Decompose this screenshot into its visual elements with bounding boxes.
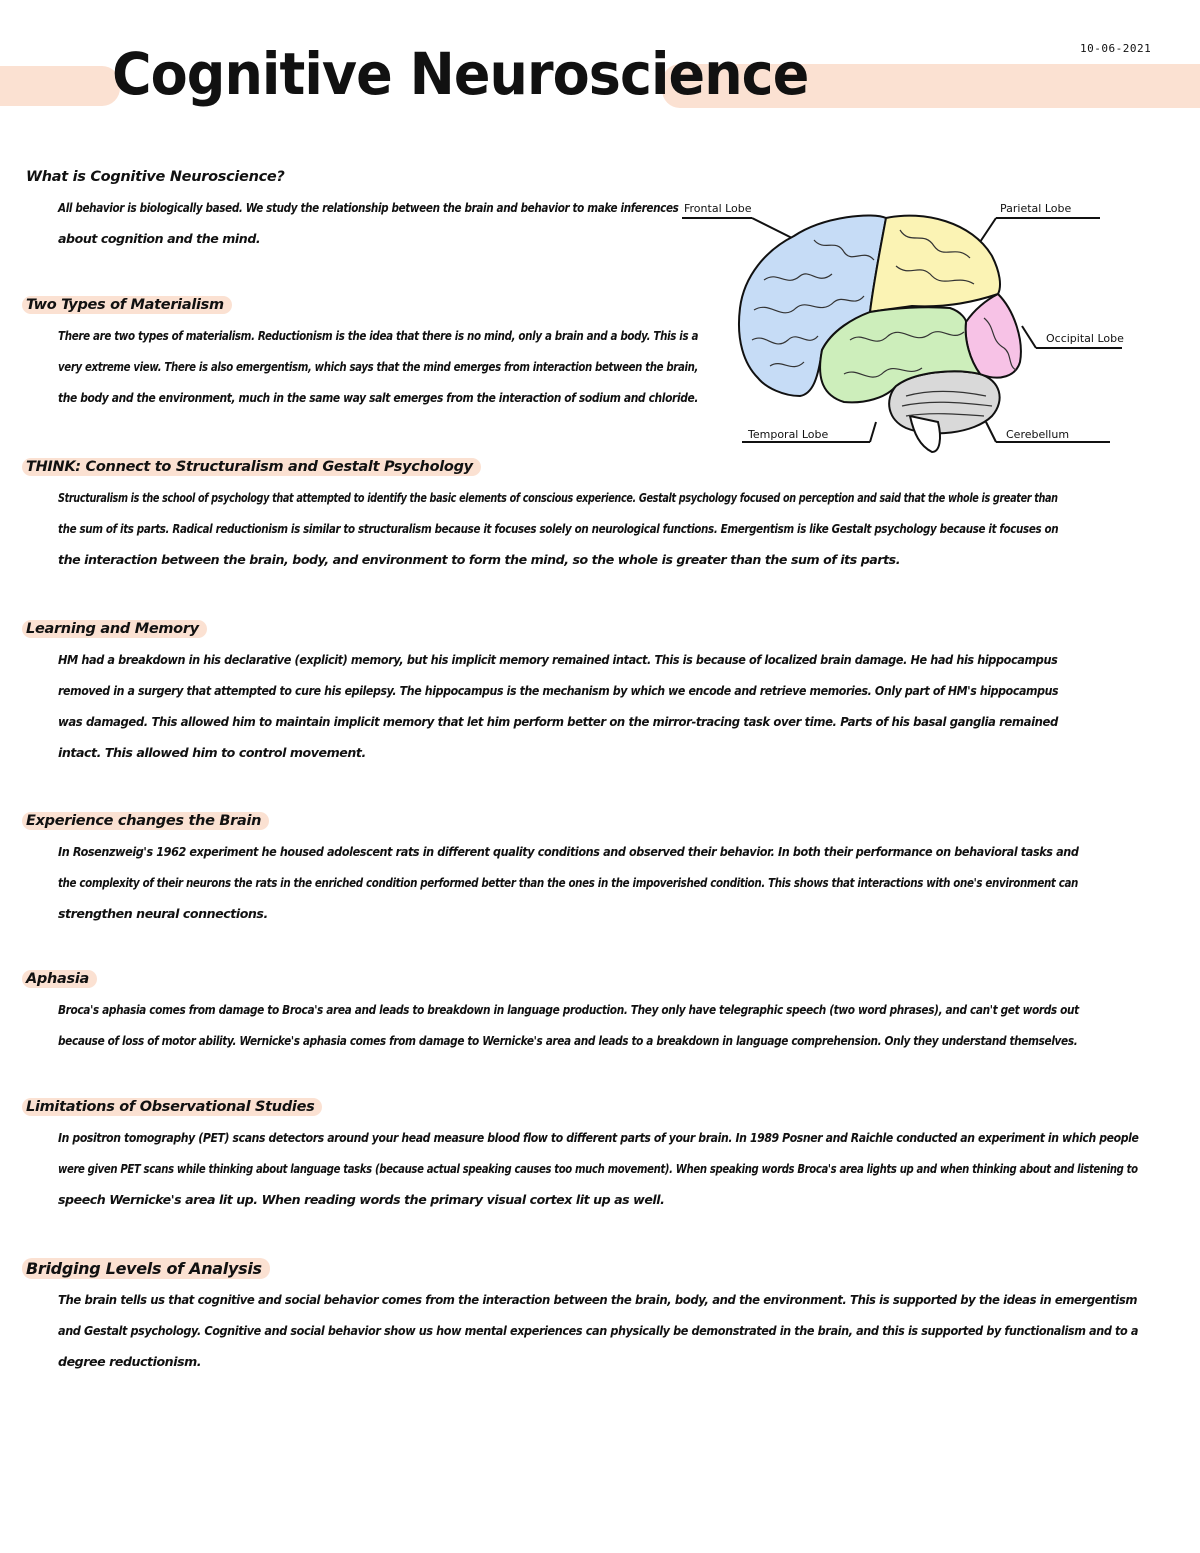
date-stamp: 10-06-2021 bbox=[1080, 42, 1152, 55]
brain-illustration bbox=[674, 190, 1134, 460]
text-line: HM had a breakdown in his declarative (explicit) memory, but his implicit memory remained intact. This is because of localized brain damage. He had his hippocampus bbox=[58, 652, 1058, 667]
text-line: strengthen neural connections. bbox=[58, 906, 268, 921]
text-line: All behavior is biologically based. We study the relationship between the brain and behavior to make inferences bbox=[58, 200, 679, 215]
text-line: because of loss of motor ability. Wernicke's aphasia comes from damage to Wernicke's area and leads to a breakdown in language comprehension. Only they understand themselves. bbox=[58, 1033, 1078, 1048]
text-line: There are two types of materialism. Reductionism is the idea that there is no mind, only a brain and a body. This is a bbox=[58, 328, 699, 343]
section-body bbox=[58, 1122, 1138, 1215]
section-heading: THINK: Connect to Structuralism and Gestalt Psychology bbox=[22, 458, 481, 476]
section-body bbox=[58, 836, 1078, 929]
label-cerebellum: Cerebellum bbox=[1006, 428, 1070, 441]
text-line: were given PET scans while thinking about language tasks (because actual speaking causes too much movement). When speaking words Broca's area lights up and when thinking about and listening to bbox=[58, 1161, 1138, 1176]
text-line: speech Wernicke's area lit up. When reading words the primary visual cortex lit up as well. bbox=[58, 1192, 665, 1207]
text-line: was damaged. This allowed him to maintain implicit memory that let him perform better on the mirror-tracing task over time. Parts of his basal ganglia remained bbox=[58, 714, 1058, 729]
page-title: Cognitive Neuroscience bbox=[112, 40, 809, 108]
text-line: Broca's aphasia comes from damage to Broca's area and leads to breakdown in language production. They only have telegraphic speech (two word phrases), and can't get words out bbox=[58, 1002, 1079, 1017]
text-line: the complexity of their neurons the rats in the enriched condition performed better than the ones in the impoverished condition. This shows that interactions with one's environment can bbox=[58, 875, 1079, 890]
text-line: In Rosenzweig's 1962 experiment he housed adolescent rats in different quality conditions and observed their behavior. In both their performance on behavioral tasks and bbox=[58, 844, 1079, 859]
label-parietal-lobe: Parietal Lobe bbox=[1000, 202, 1072, 215]
label-temporal-lobe: Temporal Lobe bbox=[748, 428, 829, 441]
text-line: the interaction between the brain, body, and environment to form the mind, so the whole is greater than the sum of its parts. bbox=[58, 552, 901, 567]
section-body bbox=[58, 644, 1058, 768]
text-line: the sum of its parts. Radical reductionism is similar to structuralism because it focuses solely on neurological functions. Emergentism is like Gestalt psychology because it focuses on bbox=[58, 521, 1059, 536]
text-line: about cognition and the mind. bbox=[58, 231, 261, 246]
label-frontal-lobe: Frontal Lobe bbox=[684, 202, 752, 215]
title-highlight-left bbox=[0, 66, 120, 106]
text-line: In positron tomography (PET) scans detectors around your head measure blood flow to different parts of your brain. In 1989 Posner and Raichle conducted an experiment in which people bbox=[58, 1130, 1139, 1145]
text-line: very extreme view. There is also emergentism, which says that the mind emerges from interaction between the brain, bbox=[58, 359, 698, 374]
section-body bbox=[58, 994, 1078, 1056]
parietal-lobe-region bbox=[870, 216, 1000, 312]
text-line: The brain tells us that cognitive and social behavior comes from the interaction between the brain, body, and the environment. This is supported by the ideas in emergentism bbox=[58, 1292, 1138, 1307]
section-heading: What is Cognitive Neuroscience? bbox=[26, 169, 285, 185]
section-heading: Aphasia bbox=[22, 970, 97, 988]
section-body bbox=[58, 482, 1058, 575]
section-body bbox=[58, 320, 698, 413]
brain-diagram bbox=[674, 190, 1134, 460]
label-occipital-lobe: Occipital Lobe bbox=[1046, 332, 1124, 345]
brain-stem bbox=[910, 416, 940, 452]
section-body bbox=[58, 192, 678, 254]
text-line: the body and the environment, much in the same way salt emerges from the interaction of sodium and chloride. bbox=[58, 390, 699, 405]
section-heading: Experience changes the Brain bbox=[22, 812, 269, 830]
section-heading: Learning and Memory bbox=[22, 620, 207, 638]
text-line: Structuralism is the school of psychology that attempted to identify the basic elements of conscious experience. Gestalt psychology focused on perception and said that the whole is greater than bbox=[58, 490, 1058, 505]
section-heading: Bridging Levels of Analysis bbox=[22, 1258, 270, 1279]
section-heading: Limitations of Observational Studies bbox=[22, 1098, 322, 1116]
text-line: and Gestalt psychology. Cognitive and social behavior show us how mental experiences can physically be demonstrated in the brain, and this is supported by functionalism and to a bbox=[58, 1323, 1139, 1338]
section-heading: Two Types of Materialism bbox=[22, 296, 232, 314]
text-line: removed in a surgery that attempted to cure his epilepsy. The hippocampus is the mechanism by which we encode and retrieve memories. Only part of HM's hippocampus bbox=[58, 683, 1059, 698]
text-line: intact. This allowed him to control movement. bbox=[58, 745, 366, 760]
section-body bbox=[58, 1284, 1138, 1377]
text-line: degree reductionism. bbox=[58, 1354, 202, 1369]
